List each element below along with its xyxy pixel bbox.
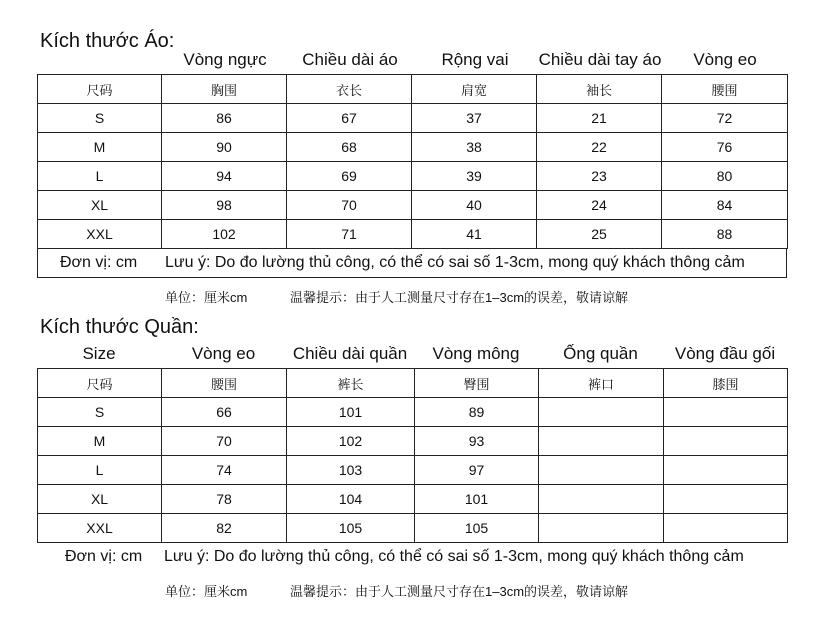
pants-cn-unit: 单位：厘米cm [165, 584, 248, 599]
table-cell: XXL [38, 220, 162, 249]
table-cell [539, 456, 664, 485]
table-cell: 40 [412, 191, 537, 220]
table-row [38, 162, 788, 191]
shirt-note-box [37, 248, 787, 278]
shirt-cn-unit: 单位：厘米cm [165, 290, 248, 305]
table-row [38, 485, 788, 514]
table-row [38, 514, 788, 543]
table-cell: 22 [537, 133, 662, 162]
table-cell: 84 [662, 191, 788, 220]
shirt-unit-text: Đơn vị: cm [60, 254, 138, 271]
table-cell: 102 [287, 427, 415, 456]
table-row [38, 104, 788, 133]
shirt-header-length: Chiều dài áo [302, 50, 398, 69]
table-cell: 39 [412, 162, 537, 191]
table-cell: 105 [287, 514, 415, 543]
pants-cn-header-row [38, 369, 788, 398]
shirt-header-shoulder: Rộng vai [441, 50, 509, 69]
pants-header-leg-opening: Ống quần [563, 344, 638, 363]
table-cell: 68 [287, 133, 412, 162]
table-cell: 82 [162, 514, 287, 543]
table-cell: L [38, 162, 162, 191]
table-cell: 腰围 [662, 75, 788, 104]
table-cell [539, 514, 664, 543]
table-cell: XL [38, 485, 162, 514]
table-row [38, 398, 788, 427]
table-cell: 70 [287, 191, 412, 220]
shirt-header-chest: Vòng ngực [183, 50, 267, 69]
table-cell: M [38, 427, 162, 456]
table-cell: 98 [162, 191, 287, 220]
shirt-cn-header-row [38, 75, 788, 104]
pants-header-length: Chiều dài quần [292, 344, 408, 363]
table-cell [664, 398, 788, 427]
table-cell: 裤口 [539, 369, 664, 398]
table-cell: 腰围 [162, 369, 287, 398]
table-cell: 72 [662, 104, 788, 133]
table-cell: 66 [162, 398, 287, 427]
table-cell: 70 [162, 427, 287, 456]
table-cell: 裤长 [287, 369, 415, 398]
table-cell [539, 427, 664, 456]
table-cell: XXL [38, 514, 162, 543]
table-cell: 24 [537, 191, 662, 220]
table-cell: 23 [537, 162, 662, 191]
table-cell: 101 [415, 485, 539, 514]
table-cell: XL [38, 191, 162, 220]
table-cell: 88 [662, 220, 788, 249]
table-cell: 41 [412, 220, 537, 249]
table-cell: 25 [537, 220, 662, 249]
pants-unit-text: Đơn vị: cm [65, 548, 143, 565]
table-cell: 71 [287, 220, 412, 249]
table-cell: 臀围 [415, 369, 539, 398]
pants-note-line [37, 542, 787, 572]
table-cell: S [38, 104, 162, 133]
table-cell: 尺码 [38, 369, 162, 398]
table-cell: 21 [537, 104, 662, 133]
table-cell: S [38, 398, 162, 427]
table-cell: 94 [162, 162, 287, 191]
pants-header-waist: Vòng eo [191, 344, 256, 363]
table-cell: L [38, 456, 162, 485]
table-cell: 76 [662, 133, 788, 162]
table-cell: M [38, 133, 162, 162]
table-row [38, 191, 788, 220]
table-cell: 尺码 [38, 75, 162, 104]
shirt-size-table [37, 74, 788, 249]
table-cell: 衣长 [287, 75, 412, 104]
shirt-header-sleeve: Chiều dài tay áo [538, 50, 662, 69]
table-cell: 102 [162, 220, 287, 249]
table-cell: 胸围 [162, 75, 287, 104]
pants-header-knee: Vòng đầu gối [674, 344, 776, 363]
pants-size-table [37, 368, 788, 543]
table-cell [664, 427, 788, 456]
table-cell [664, 485, 788, 514]
table-cell: 90 [162, 133, 287, 162]
table-cell: 78 [162, 485, 287, 514]
table-cell: 67 [287, 104, 412, 133]
table-cell: 86 [162, 104, 287, 133]
pants-header-hip: Vòng mông [432, 344, 520, 363]
shirt-cn-note: 温馨提示：由于人工测量尺寸存在1–3cm的误差，敬请谅解 [290, 290, 629, 305]
table-cell: 肩宽 [412, 75, 537, 104]
table-cell: 37 [412, 104, 537, 133]
table-cell: 膝围 [664, 369, 788, 398]
pants-note-text: Lưu ý: Do đo lường thủ công, có thể có sai số 1-3cm, mong quý khách thông cảm [164, 548, 744, 565]
table-cell: 105 [415, 514, 539, 543]
table-cell: 104 [287, 485, 415, 514]
table-row [38, 427, 788, 456]
table-cell [664, 456, 788, 485]
table-row [38, 133, 788, 162]
pants-cn-note: 温馨提示：由于人工测量尺寸存在1–3cm的误差，敬请谅解 [290, 584, 629, 599]
table-cell: 袖长 [537, 75, 662, 104]
table-cell [539, 485, 664, 514]
table-cell: 93 [415, 427, 539, 456]
shirt-note-text: Lưu ý: Do đo lường thủ công, có thể có sai số 1-3cm, mong quý khách thông cảm [165, 254, 745, 271]
table-cell: 80 [662, 162, 788, 191]
shirt-section-title: Kích thước Áo: [40, 30, 175, 52]
table-cell: 38 [412, 133, 537, 162]
table-row [38, 456, 788, 485]
table-cell [664, 514, 788, 543]
table-cell: 74 [162, 456, 287, 485]
table-cell [539, 398, 664, 427]
table-cell: 89 [415, 398, 539, 427]
shirt-header-waist: Vòng eo [693, 50, 757, 69]
table-row [38, 220, 788, 249]
pants-section-title: Kích thước Quần: [40, 316, 199, 338]
table-cell: 101 [287, 398, 415, 427]
table-cell: 69 [287, 162, 412, 191]
table-cell: 103 [287, 456, 415, 485]
table-cell: 97 [415, 456, 539, 485]
pants-header-size: Size [82, 344, 116, 363]
